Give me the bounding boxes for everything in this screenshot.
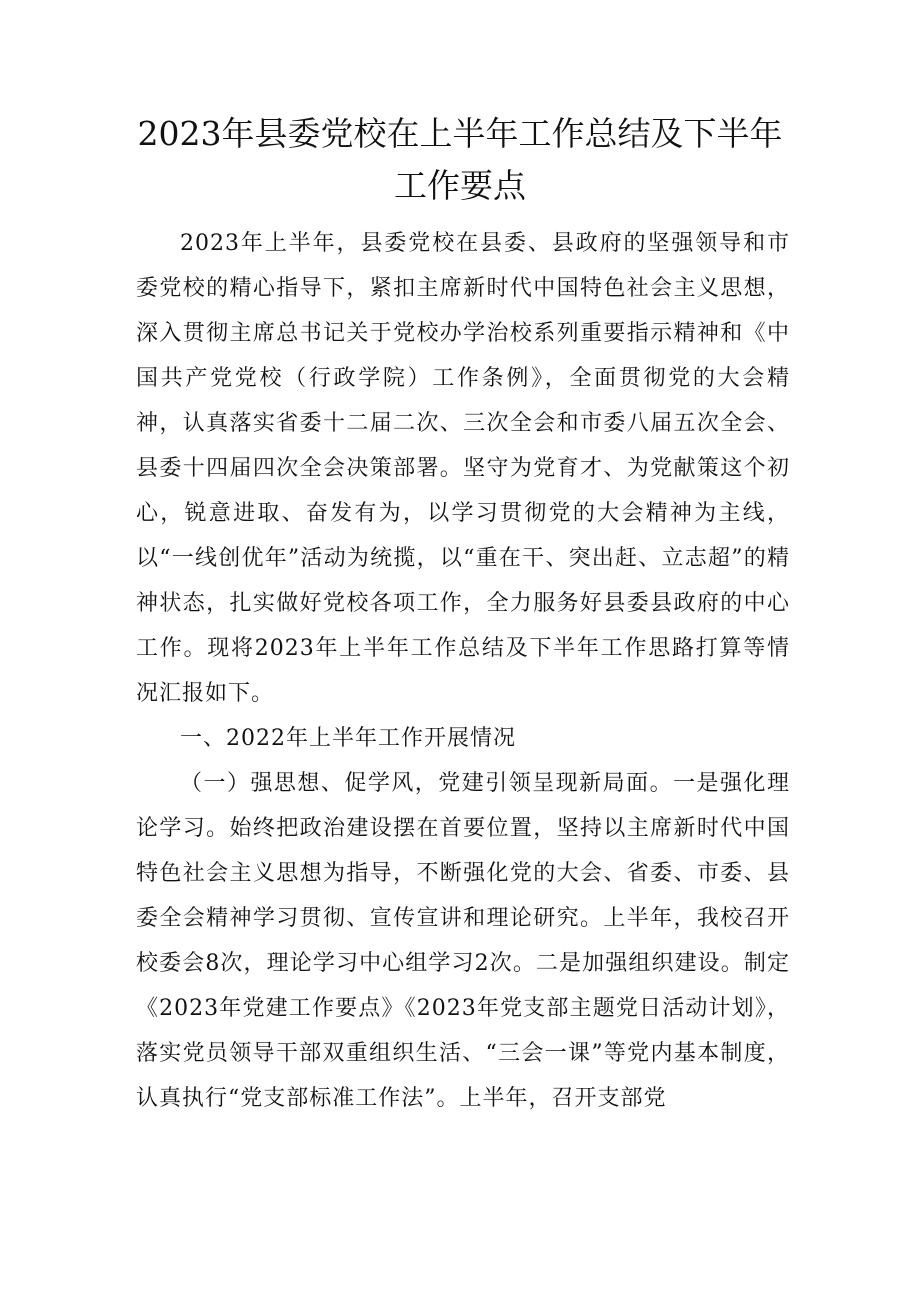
section-heading: 一、2022年上半年工作开展情况: [180, 726, 516, 751]
document-title: 2023年县委党校在上半年工作总结及下半年工作要点: [137, 114, 783, 205]
intro-paragraph: 2023年上半年，县委党校在县委、县政府的坚强领导和市委党校的精心指导下，紧扣主席新时代中国特色社会主义思想，深入贯彻主席总书记关于党校办学治校系列重要指示精神和《中国共产党党校（行政学院）工作条例》，全面贯彻党的大会精神，认真落实省委十二届二次、三次全会和市委八届五次全会、县委十四届四次全会决策部署。坚守为党育才、为党献策这个初心，锐意进取、奋发有为，以学习贯彻党的大会精神为主线，以“一线创优年”活动为统揽，以“重在干、突出赶、立志超”的精神状态，扎实做好党校各项工作，全力服务好县委县政府的中心工作。现将2023年上半年工作总结及下半年工作思路打算等情况汇报如下。: [136, 231, 790, 706]
document-body: [136, 221, 790, 1121]
section-paragraph: （一）强思想、促学风，党建引领呈现新局面。一是强化理论学习。始终把政治建设摆在首要位置，坚持以主席新时代中国特色社会主义思想为指导，不断强化党的大会、省委、市委、县委全会精神学习贯彻、宣传宣讲和理论研究。上半年，我校召开校委会8次，理论学习中心组学习2次。二是加强组织建设。制定《2023年党建工作要点》《2023年党支部主题党日活动计划》，落实党员领导干部双重组织生活、“三会一课”等党内基本制度，认真执行“党支部标准工作法”。上半年，召开支部党: [136, 771, 790, 1111]
